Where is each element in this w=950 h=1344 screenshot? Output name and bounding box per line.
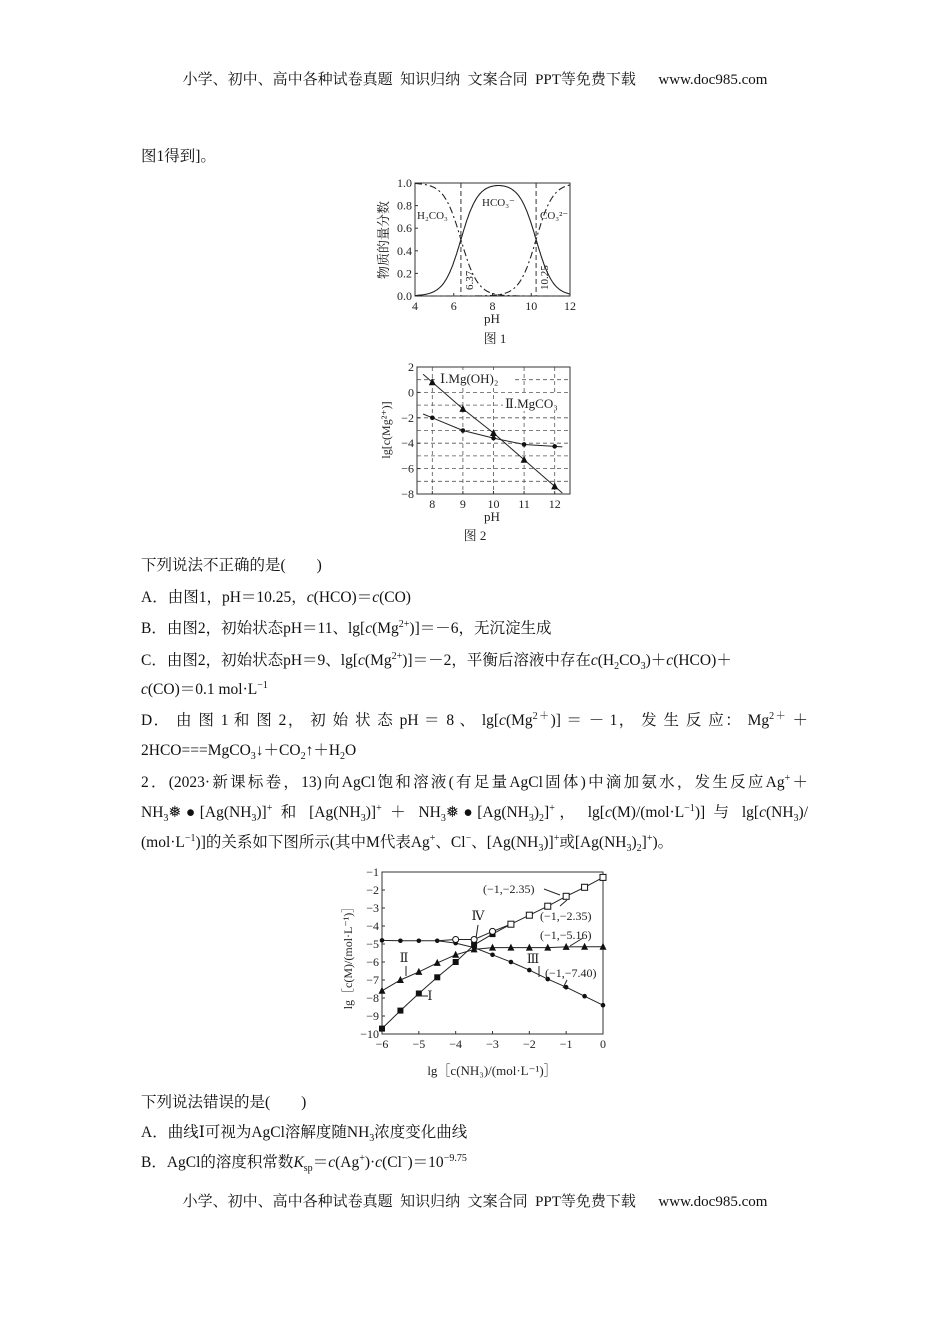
page-header: 小学、初中、高中各种试卷真题 知识归纳 文案合同 PPT等免费下载 www.doc985.com <box>182 72 768 88</box>
species-label: H₂CO₃ <box>417 210 448 222</box>
text-line <box>141 711 808 731</box>
text-segment: O <box>345 742 357 759</box>
text-segment: + <box>359 1152 365 1164</box>
text-segment: c <box>372 589 380 606</box>
text-line <box>141 773 808 793</box>
text-segment: 3 <box>360 813 366 823</box>
text-segment: 3 <box>538 843 544 855</box>
text-segment: CO <box>619 652 641 669</box>
y-tick-label: −2 <box>401 410 414 425</box>
triangle-marker <box>434 959 441 966</box>
y-tick-label: 0.4 <box>397 243 412 258</box>
text-segment: (mol·L <box>141 834 185 851</box>
y-tick-label: −4 <box>401 436 414 451</box>
text-segment: 2 <box>300 751 306 763</box>
text-segment: )。 <box>652 834 674 851</box>
x-axis-label: pH <box>484 509 500 524</box>
text-segment: + <box>429 832 436 844</box>
text-segment: c <box>306 589 314 606</box>
text-segment: )＝10 <box>407 1154 444 1171</box>
text-segment: ， lg[ <box>554 804 605 821</box>
x-tick-label: 8 <box>429 497 436 511</box>
open-square-marker <box>582 884 588 890</box>
text-segment: 3 <box>369 1133 375 1145</box>
text-segment: 2．(2023·新课标卷，13)向AgCl饱和溶液(有足量AgCl固体)中滴加氨水，发生反应Ag <box>141 774 785 791</box>
text-segment: ] <box>641 834 647 851</box>
dot-marker <box>398 938 403 943</box>
text-segment: 3 <box>250 751 256 763</box>
species-label: CO₃²⁻ <box>540 210 569 222</box>
text-segment: 浓度变化曲线 <box>374 1124 468 1141</box>
text-segment: c <box>499 712 506 729</box>
dot-marker <box>472 945 477 950</box>
square-marker <box>379 1026 385 1032</box>
x-tick-label: 9 <box>459 497 466 511</box>
y-tick-label: −7 <box>366 973 379 987</box>
text-segment: ↓＋CO <box>255 742 301 759</box>
x-tick-label: −3 <box>486 1037 499 1051</box>
y-tick-label: −6 <box>366 955 379 969</box>
y-tick-label: 0 <box>408 385 414 400</box>
text-segment: (CO)＝0.1 mol·L <box>147 681 258 698</box>
text-segment: 下列说法错误的是( ) <box>141 1094 307 1111</box>
x-tick-label: −5 <box>412 1037 426 1051</box>
y-tick-label: −8 <box>366 991 379 1005</box>
y-tick-label: −4 <box>366 919 379 933</box>
text-segment: c <box>365 620 373 637</box>
text-segment: 下列说法不正确的是( ) <box>141 557 322 574</box>
curve-pointer <box>476 925 478 938</box>
text-segment: C．由图2，初始状态pH＝9、lg[ <box>141 652 359 669</box>
pka-label: 10.25 <box>539 265 552 290</box>
text-segment: −1 <box>257 679 268 691</box>
dot-marker <box>417 938 422 943</box>
text-segment: ＋ <box>787 712 808 729</box>
text-line <box>141 651 808 671</box>
series-label-mg-oh2: Ⅰ.Mg(OH)₂ <box>440 371 499 386</box>
text-segment: 3 <box>163 813 169 823</box>
open-square-marker <box>508 921 514 927</box>
text-segment: 和 [Ag(NH <box>272 804 361 821</box>
text-segment: c <box>759 804 766 821</box>
square-marker <box>434 974 440 980</box>
text-segment: −9.75 <box>443 1152 467 1164</box>
annotation-arrow <box>544 889 560 895</box>
text-segment: (H <box>597 652 615 669</box>
text-segment: NH <box>141 804 164 821</box>
text-segment: c <box>375 1154 383 1171</box>
text-segment: c <box>666 652 674 669</box>
x-tick-label: −1 <box>559 1037 573 1051</box>
dot-marker <box>490 953 495 958</box>
y-tick-label: 1.0 <box>397 176 412 190</box>
text-segment: (HCO)＋ <box>673 652 732 669</box>
text-segment: K <box>293 1154 304 1171</box>
text-segment: (HCO)＝ <box>313 589 373 606</box>
annotation-arrow <box>560 900 567 906</box>
curve-label-2: Ⅱ <box>399 950 409 965</box>
text-segment: 2HCO===MgCO <box>141 742 251 759</box>
text-segment: 3 <box>626 843 632 855</box>
open-circle-marker <box>453 937 459 943</box>
text-segment: B．AgCl的溶度积常数 <box>141 1154 294 1171</box>
text-segment: (CO) <box>379 589 411 606</box>
text-segment: )]＝－2，平衡后溶液中存在 <box>402 652 591 669</box>
open-square-marker <box>526 912 532 918</box>
text-segment: + <box>376 803 382 814</box>
point-annotation: (−1,−2.35) <box>483 882 535 896</box>
text-segment: A．曲线Ⅰ可视为AgCl溶解度随NH <box>141 1124 370 1141</box>
x-tick-label: −4 <box>449 1037 463 1051</box>
text-segment: )＋ <box>645 652 667 669</box>
triangle-marker <box>379 987 386 994</box>
x-axis-label: pH <box>484 311 500 326</box>
figure-caption: 图 2 <box>463 528 487 543</box>
text-segment: ＝ <box>312 1154 329 1171</box>
species-label: HCO₃⁻ <box>482 197 515 209</box>
text-segment: ] <box>544 804 550 821</box>
text-segment: c <box>590 652 598 669</box>
text-segment: c <box>141 681 148 698</box>
y-tick-label: 0.2 <box>397 266 412 281</box>
text-line <box>141 556 808 576</box>
dot-marker <box>509 960 514 965</box>
y-tick-label: −2 <box>366 883 379 897</box>
text-line <box>141 833 808 853</box>
y-tick-label: −8 <box>401 487 414 501</box>
text-segment: 2+ <box>398 618 410 630</box>
intro-text: 图1得到]。 <box>141 148 216 165</box>
square-marker <box>397 1008 403 1014</box>
text-line <box>141 1123 808 1143</box>
text-segment: + <box>549 803 555 814</box>
point-annotation: (−1,−5.16) <box>540 928 592 942</box>
y-tick-label: 0.8 <box>397 198 412 213</box>
dot-marker <box>527 968 532 973</box>
text-segment: 或[Ag(NH <box>559 834 627 851</box>
text-segment: D． 由 图 1 和 图 2， 初 始 状 态 pH ＝ 8 、 lg[ <box>141 712 500 729</box>
x-tick-label: 6 <box>450 299 457 313</box>
series-label-mgco3: Ⅱ.MgCO₃ <box>505 396 558 411</box>
x-tick-label: 4 <box>412 299 418 313</box>
text-segment: )]＝－6，无沉淀生成 <box>409 620 552 637</box>
text-segment: −1 <box>684 803 695 814</box>
text-segment: 3 <box>640 661 646 673</box>
text-segment: (M)/(mol·L <box>611 804 685 821</box>
text-segment: )/ <box>798 804 808 821</box>
text-segment: (Mg <box>364 652 392 669</box>
y-tick-label: 0.0 <box>397 289 412 303</box>
text-segment: ❅●[Ag(NH <box>168 804 252 821</box>
y-tick-label: −3 <box>366 901 379 915</box>
page-footer: 小学、初中、高中各种试卷真题 知识归纳 文案合同 PPT等免费下载 www.doc985.com <box>182 1194 768 1210</box>
text-segment: 2＋ <box>532 711 551 722</box>
text-segment: c <box>328 1154 336 1171</box>
y-tick-label: −9 <box>366 1009 379 1023</box>
text-segment: 2 <box>539 813 545 823</box>
y-axis-label: lg[c(Mg²⁺)] <box>379 401 393 459</box>
text-segment: + <box>553 832 560 844</box>
text-segment: − <box>401 1152 408 1164</box>
text-segment: )] 与 lg[ <box>694 804 760 821</box>
text-segment: )] <box>365 804 377 821</box>
text-line <box>141 1093 808 1113</box>
text-segment: )] ＝ － 1， 发 生 反 应： Mg <box>550 712 770 729</box>
open-square-marker <box>563 893 569 899</box>
text-segment: 3 <box>440 813 446 823</box>
triangle-marker <box>397 976 404 983</box>
text-segment: 、Cl <box>435 834 466 851</box>
text-line <box>141 1153 808 1173</box>
text-segment: c <box>358 652 365 669</box>
y-tick-label: −1 <box>366 865 379 879</box>
text-line <box>141 588 808 608</box>
y-tick-label: −6 <box>401 461 414 476</box>
text-segment: 2+ <box>391 650 403 662</box>
curve-label-1: Ⅰ <box>427 988 433 1003</box>
text-segment: + <box>784 773 791 784</box>
text-segment: ) <box>533 804 540 821</box>
text-line <box>141 619 808 639</box>
curve-label-3: Ⅲ <box>526 951 540 966</box>
text-segment: 3 <box>528 813 534 823</box>
text-segment: (Ag <box>335 1154 360 1171</box>
text-segment: (Mg <box>372 620 399 637</box>
figure-caption: 图 1 <box>483 331 507 346</box>
text-segment: (NH <box>765 804 794 821</box>
text-segment: )] <box>256 804 267 821</box>
x-tick-label: 12 <box>564 299 576 313</box>
text-segment: ↑＋H <box>305 742 341 759</box>
text-segment: )· <box>364 1154 376 1171</box>
x-tick-label: 10 <box>525 299 538 313</box>
text-segment: sp <box>303 1163 313 1175</box>
text-segment: 2＋ <box>769 711 788 722</box>
text-segment: ❅●[Ag(NH <box>445 804 529 821</box>
x-tick-label: 8 <box>489 299 496 313</box>
x-tick-label: 12 <box>548 497 561 511</box>
y-tick-label: −5 <box>366 937 379 951</box>
square-marker <box>453 959 459 965</box>
text-segment: )] <box>543 834 554 851</box>
dot-marker <box>601 1003 606 1008</box>
text-segment: + <box>266 803 273 814</box>
text-segment: 2 <box>636 843 642 855</box>
open-square-marker <box>600 874 606 880</box>
x-tick-label: 10 <box>487 497 500 511</box>
curve-label-4: Ⅳ <box>471 908 485 923</box>
text-segment: (Mg <box>505 712 533 729</box>
text-segment: 、[Ag(NH <box>471 834 539 851</box>
text-segment: ＋ NH <box>381 804 441 821</box>
text-segment: − <box>465 832 472 844</box>
text-segment: ＋ <box>790 774 808 791</box>
y-tick-label: 2 <box>408 360 414 374</box>
text-segment: 3 <box>251 813 257 823</box>
text-line <box>141 741 808 761</box>
x-tick-label: 11 <box>518 497 530 511</box>
text-line <box>141 680 808 700</box>
open-circle-marker <box>490 928 496 934</box>
x-axis-label: lg［c(NH₃)/(mol·L⁻¹)］ <box>427 1063 557 1078</box>
text-line <box>141 803 808 823</box>
dot-marker <box>582 994 587 999</box>
text-segment: B．由图2，初始状态pH＝11、lg[ <box>141 620 366 637</box>
x-tick-label: −6 <box>375 1037 389 1051</box>
dot-marker <box>380 938 385 943</box>
text-segment: 2 <box>614 661 620 673</box>
point-annotation: (−1,−2.35) <box>540 909 592 923</box>
y-axis-label: lg［c(M)/(mol·L⁻¹)］ <box>341 900 355 1010</box>
text-segment: A．由图1，pH＝10.25， <box>141 589 307 606</box>
y-tick-label: −10 <box>360 1027 379 1041</box>
pka-label: 6.37 <box>463 270 476 290</box>
x-tick-label: −2 <box>522 1037 536 1051</box>
text-segment: c <box>604 804 612 821</box>
point-annotation: (−1,−7.40) <box>545 966 597 980</box>
text-segment: −1 <box>184 832 196 844</box>
x-tick-label: 0 <box>600 1037 606 1051</box>
text-segment: 2 <box>340 751 346 763</box>
text-segment: + <box>646 832 653 844</box>
triangle-marker <box>415 968 422 975</box>
y-tick-label: 0.6 <box>397 221 412 236</box>
y-axis-label: 物质的量分数 <box>376 200 391 280</box>
text-segment: (Cl <box>382 1154 402 1171</box>
text-segment: ) <box>631 834 637 851</box>
text-segment: 3 <box>793 813 799 823</box>
text-segment: )]的关系如下图所示(其中M代表Ag <box>195 834 430 851</box>
